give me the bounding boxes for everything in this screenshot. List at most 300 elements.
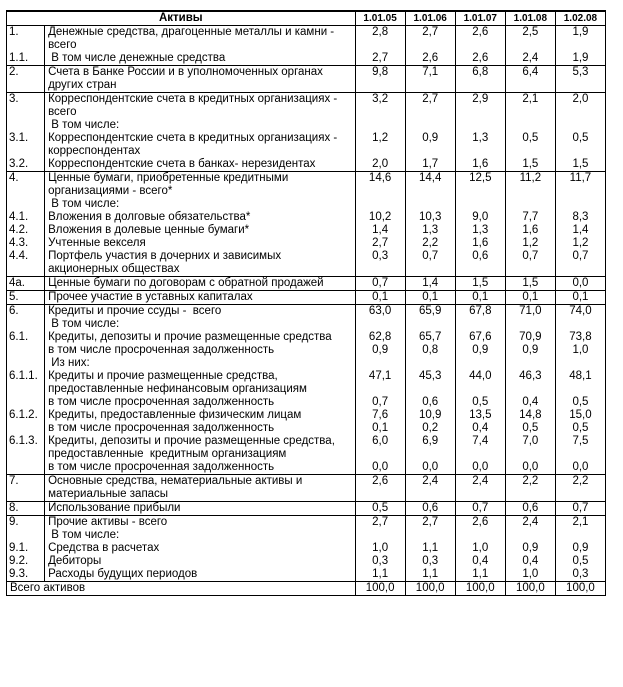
table-row	[7, 211, 606, 224]
description-line: Расходы будущих периодов	[48, 568, 198, 580]
value-cell: 0,2	[405, 422, 455, 435]
value-cell: 7,1	[405, 66, 455, 93]
value-cell	[505, 357, 555, 370]
table-row	[7, 422, 606, 435]
row-number: 1.1.	[7, 52, 45, 66]
value-cell: 62,8	[355, 331, 405, 344]
row-number: 3.2.	[7, 158, 45, 172]
value-cell: 0,5	[555, 422, 605, 435]
row-number: 2.	[7, 66, 45, 93]
row-number: 5.	[7, 291, 45, 305]
table-row	[7, 318, 606, 331]
total-value: 100,0	[455, 582, 505, 596]
row-number: 4.1.	[7, 211, 45, 224]
value-cell: 0,3	[405, 555, 455, 568]
value-cell: 48,1	[555, 370, 605, 396]
value-cell: 1,4	[405, 277, 455, 291]
value-cell: 0,0	[505, 461, 555, 475]
header-assets: Активы	[7, 11, 356, 26]
value-cell: 14,8	[505, 409, 555, 422]
value-cell	[355, 198, 405, 211]
table-body	[7, 26, 606, 596]
value-cell: 2,4	[505, 52, 555, 66]
header-date: 1.01.07	[455, 11, 505, 26]
value-cell: 0,5	[555, 555, 605, 568]
description-line: Кредиты, депозиты и прочие размещенные средства,	[48, 435, 335, 447]
description-line: Кредиты, предоставленные физическим лицам	[48, 409, 302, 421]
row-description	[45, 172, 356, 199]
row-number: 9.3.	[7, 568, 45, 582]
value-cell: 10,9	[405, 409, 455, 422]
value-cell: 1,0	[455, 542, 505, 555]
value-cell: 2,2	[405, 237, 455, 250]
table-row	[7, 435, 606, 461]
value-cell	[405, 318, 455, 331]
value-cell: 0,5	[505, 132, 555, 158]
value-cell: 45,3	[405, 370, 455, 396]
value-cell: 2,7	[355, 237, 405, 250]
value-cell: 2,0	[355, 158, 405, 172]
value-cell	[355, 529, 405, 542]
row-number	[7, 396, 45, 409]
value-cell: 0,0	[405, 461, 455, 475]
row-number: 8.	[7, 502, 45, 516]
table-row	[7, 52, 606, 66]
row-description	[45, 26, 356, 53]
value-cell: 2,8	[355, 26, 405, 53]
value-cell: 0,9	[555, 542, 605, 555]
description-line: материальные запасы	[48, 488, 169, 500]
value-cell: 0,9	[505, 344, 555, 357]
value-cell: 0,3	[355, 250, 405, 277]
value-cell: 0,4	[505, 396, 555, 409]
table-row	[7, 344, 606, 357]
row-number: 4.	[7, 172, 45, 199]
value-cell: 0,6	[455, 250, 505, 277]
description-line: предоставленные кредитным организациям	[48, 448, 287, 460]
row-description	[45, 475, 356, 502]
description-line: в том числе просроченная задолженность	[48, 422, 275, 434]
description-line: Прочие активы - всего	[48, 516, 168, 528]
description-line: Вложения в долговые обязательства*	[48, 211, 251, 223]
row-number: 7.	[7, 475, 45, 502]
value-cell	[355, 119, 405, 132]
value-cell: 2,6	[455, 26, 505, 53]
value-cell: 0,3	[355, 555, 405, 568]
row-number	[7, 357, 45, 370]
description-line: Кредиты и прочие ссуды - всего	[48, 305, 222, 317]
value-cell: 2,4	[405, 475, 455, 502]
value-cell	[455, 119, 505, 132]
value-cell: 2,2	[505, 475, 555, 502]
value-cell: 74,0	[555, 305, 605, 319]
table-row	[7, 158, 606, 172]
value-cell: 1,6	[505, 224, 555, 237]
table-row	[7, 237, 606, 250]
value-cell	[405, 119, 455, 132]
value-cell: 0,0	[555, 277, 605, 291]
value-cell: 2,6	[455, 52, 505, 66]
row-number: 6.1.1.	[7, 370, 45, 396]
value-cell: 1,0	[355, 542, 405, 555]
value-cell: 2,5	[505, 26, 555, 53]
row-description	[45, 357, 356, 370]
value-cell	[555, 198, 605, 211]
value-cell: 0,1	[355, 422, 405, 435]
value-cell: 0,6	[505, 502, 555, 516]
row-number: 3.	[7, 93, 45, 120]
row-number: 9.1.	[7, 542, 45, 555]
value-cell: 0,0	[355, 461, 405, 475]
table-row	[7, 396, 606, 409]
row-description	[45, 93, 356, 120]
row-description	[45, 422, 356, 435]
table-row	[7, 529, 606, 542]
value-cell: 0,7	[555, 250, 605, 277]
row-description	[45, 211, 356, 224]
table-row	[7, 475, 606, 502]
value-cell: 1,2	[355, 132, 405, 158]
row-number: 6.	[7, 305, 45, 319]
value-cell: 44,0	[455, 370, 505, 396]
value-cell	[405, 357, 455, 370]
value-cell	[505, 198, 555, 211]
value-cell: 1,7	[405, 158, 455, 172]
value-cell: 6,9	[405, 435, 455, 461]
value-cell: 65,7	[405, 331, 455, 344]
row-description	[45, 119, 356, 132]
value-cell: 1,3	[455, 132, 505, 158]
description-line: Кредиты, депозиты и прочие размещенные средства	[48, 331, 332, 343]
value-cell: 0,5	[555, 132, 605, 158]
table-row	[7, 542, 606, 555]
value-cell: 2,1	[505, 93, 555, 120]
value-cell: 11,2	[505, 172, 555, 199]
value-cell: 2,2	[555, 475, 605, 502]
value-cell: 2,9	[455, 93, 505, 120]
value-cell: 10,2	[355, 211, 405, 224]
value-cell: 70,9	[505, 331, 555, 344]
table-row	[7, 568, 606, 582]
value-cell: 2,6	[455, 516, 505, 530]
value-cell: 13,5	[455, 409, 505, 422]
value-cell: 0,1	[555, 291, 605, 305]
table-row	[7, 331, 606, 344]
value-cell: 10,3	[405, 211, 455, 224]
value-cell: 0,0	[555, 461, 605, 475]
value-cell	[405, 529, 455, 542]
value-cell: 0,1	[505, 291, 555, 305]
header-date: 1.01.08	[505, 11, 555, 26]
description-line: Средства в расчетах	[48, 542, 160, 554]
value-cell: 1,6	[455, 237, 505, 250]
value-cell: 7,4	[455, 435, 505, 461]
row-description	[45, 224, 356, 237]
description-line: Корреспондентские счета в кредитных организациях -	[48, 93, 338, 105]
value-cell	[405, 198, 455, 211]
value-cell: 11,7	[555, 172, 605, 199]
value-cell: 1,5	[505, 158, 555, 172]
value-cell: 0,9	[505, 542, 555, 555]
description-line: всего	[48, 39, 77, 51]
description-line: в том числе просроченная задолженность	[48, 396, 275, 408]
value-cell	[355, 318, 405, 331]
value-cell: 1,2	[505, 237, 555, 250]
row-description	[45, 396, 356, 409]
row-description	[45, 555, 356, 568]
row-number	[7, 198, 45, 211]
row-number: 4.4.	[7, 250, 45, 277]
value-cell	[555, 357, 605, 370]
description-line: Кредиты и прочие размещенные средства,	[48, 370, 278, 382]
description-line: Ценные бумаги по договорам с обратной продажей	[48, 277, 324, 289]
value-cell: 1,5	[555, 158, 605, 172]
value-cell	[505, 318, 555, 331]
value-cell	[355, 357, 405, 370]
value-cell: 67,6	[455, 331, 505, 344]
description-line: корреспондентах	[48, 145, 141, 157]
description-line: Корреспондентские счета в кредитных организациях -	[48, 132, 338, 144]
description-line: Основные средства, нематериальные активы и	[48, 475, 303, 487]
value-cell: 2,7	[405, 26, 455, 53]
value-cell: 1,0	[505, 568, 555, 582]
table-row	[7, 26, 606, 53]
total-value: 100,0	[355, 582, 405, 596]
description-line: акционерных обществах	[48, 263, 180, 275]
row-description	[45, 331, 356, 344]
value-cell: 1,5	[505, 277, 555, 291]
value-cell: 12,5	[455, 172, 505, 199]
value-cell: 0,3	[555, 568, 605, 582]
row-number	[7, 318, 45, 331]
value-cell: 1,9	[555, 52, 605, 66]
value-cell: 2,7	[355, 52, 405, 66]
value-cell: 0,1	[405, 291, 455, 305]
value-cell: 0,7	[405, 250, 455, 277]
description-line: Ценные бумаги, приобретенные кредитными	[48, 172, 289, 184]
value-cell: 0,4	[455, 555, 505, 568]
value-cell: 0,9	[405, 132, 455, 158]
row-number: 4.2.	[7, 224, 45, 237]
value-cell: 6,4	[505, 66, 555, 93]
value-cell: 0,1	[355, 291, 405, 305]
value-cell: 0,9	[355, 344, 405, 357]
value-cell: 67,8	[455, 305, 505, 319]
total-value: 100,0	[555, 582, 605, 596]
value-cell: 1,2	[555, 237, 605, 250]
description-line: В том числе денежные средства	[48, 52, 226, 64]
row-description	[45, 502, 356, 516]
table-row	[7, 119, 606, 132]
description-line: предоставленные нефинансовым организациям	[48, 383, 307, 395]
value-cell: 63,0	[355, 305, 405, 319]
value-cell: 1,9	[555, 26, 605, 53]
table-row	[7, 198, 606, 211]
description-line: В том числе:	[48, 529, 120, 541]
row-description	[45, 344, 356, 357]
table-row	[7, 291, 606, 305]
value-cell: 2,7	[405, 516, 455, 530]
row-description	[45, 305, 356, 319]
description-line: в том числе просроченная задолженность	[48, 344, 275, 356]
row-number: 9.	[7, 516, 45, 530]
value-cell: 3,2	[355, 93, 405, 120]
row-number: 6.1.	[7, 331, 45, 344]
value-cell: 0,4	[505, 555, 555, 568]
row-description	[45, 132, 356, 158]
row-description	[45, 568, 356, 582]
description-line: Использование прибыли	[48, 502, 181, 514]
value-cell: 0,7	[555, 502, 605, 516]
assets-structure-table	[6, 10, 606, 596]
description-line: Учтенные векселя	[48, 237, 146, 249]
value-cell: 47,1	[355, 370, 405, 396]
value-cell: 0,8	[405, 344, 455, 357]
table-row	[7, 93, 606, 120]
row-description	[45, 516, 356, 530]
description-line: организациями - всего*	[48, 185, 173, 197]
row-description	[45, 542, 356, 555]
value-cell: 0,0	[455, 461, 505, 475]
header-date: 1.01.05	[355, 11, 405, 26]
value-cell: 5,3	[555, 66, 605, 93]
table-row	[7, 516, 606, 530]
description-line: всего	[48, 106, 77, 118]
row-description	[45, 409, 356, 422]
value-cell: 8,3	[555, 211, 605, 224]
row-description	[45, 435, 356, 461]
description-line: Прочее участие в уставных капиталах	[48, 291, 253, 303]
description-line: других стран	[48, 79, 117, 91]
description-line: Корреспондентские счета в банках- нерезидентах	[48, 158, 316, 170]
value-cell: 1,3	[455, 224, 505, 237]
description-line: Портфель участия в дочерних и зависимых	[48, 250, 282, 262]
value-cell: 0,5	[355, 502, 405, 516]
value-cell: 0,6	[405, 502, 455, 516]
value-cell: 1,1	[405, 542, 455, 555]
value-cell: 1,4	[555, 224, 605, 237]
value-cell: 0,5	[555, 396, 605, 409]
value-cell	[455, 318, 505, 331]
row-number	[7, 529, 45, 542]
value-cell: 0,7	[455, 502, 505, 516]
value-cell: 0,4	[455, 422, 505, 435]
value-cell	[505, 529, 555, 542]
description-line: Счета в Банке России и в уполномоченных органах	[48, 66, 323, 78]
row-description	[45, 237, 356, 250]
value-cell: 7,5	[555, 435, 605, 461]
value-cell: 0,6	[405, 396, 455, 409]
description-line: в том числе просроченная задолженность	[48, 461, 275, 473]
table-row	[7, 502, 606, 516]
row-number: 1.	[7, 26, 45, 53]
table-row	[7, 305, 606, 319]
value-cell: 9,0	[455, 211, 505, 224]
table-row	[7, 172, 606, 199]
value-cell: 0,9	[455, 344, 505, 357]
description-line: В том числе:	[48, 318, 120, 330]
table-row	[7, 132, 606, 158]
total-value: 100,0	[405, 582, 455, 596]
value-cell: 1,1	[405, 568, 455, 582]
value-cell: 7,7	[505, 211, 555, 224]
value-cell: 0,7	[505, 250, 555, 277]
value-cell: 6,8	[455, 66, 505, 93]
value-cell: 2,6	[355, 475, 405, 502]
description-line: Вложения в долевые ценные бумаги*	[48, 224, 250, 236]
table-row	[7, 461, 606, 475]
value-cell: 2,7	[355, 516, 405, 530]
table-row	[7, 66, 606, 93]
row-description	[45, 291, 356, 305]
value-cell: 1,0	[555, 344, 605, 357]
value-cell: 0,5	[455, 396, 505, 409]
value-cell	[505, 119, 555, 132]
value-cell: 2,1	[555, 516, 605, 530]
value-cell: 1,4	[355, 224, 405, 237]
value-cell: 14,6	[355, 172, 405, 199]
value-cell: 73,8	[555, 331, 605, 344]
value-cell	[455, 357, 505, 370]
value-cell	[455, 198, 505, 211]
value-cell	[555, 119, 605, 132]
header-date: 1.01.06	[405, 11, 455, 26]
description-line: Дебиторы	[48, 555, 102, 567]
value-cell: 65,9	[405, 305, 455, 319]
row-description	[45, 52, 356, 66]
value-cell: 71,0	[505, 305, 555, 319]
description-line: В том числе:	[48, 119, 120, 131]
row-description	[45, 198, 356, 211]
value-cell: 1,6	[455, 158, 505, 172]
table-row	[7, 250, 606, 277]
row-description	[45, 66, 356, 93]
row-number: 6.1.3.	[7, 435, 45, 461]
row-description	[45, 158, 356, 172]
value-cell	[555, 529, 605, 542]
value-cell: 1,3	[405, 224, 455, 237]
value-cell: 2,0	[555, 93, 605, 120]
value-cell: 46,3	[505, 370, 555, 396]
value-cell: 0,1	[455, 291, 505, 305]
value-cell: 2,4	[505, 516, 555, 530]
description-line: В том числе:	[48, 198, 120, 210]
value-cell: 14,4	[405, 172, 455, 199]
row-description	[45, 318, 356, 331]
row-number: 4.3.	[7, 237, 45, 250]
description-line: Из них:	[48, 357, 90, 369]
assets-structure-table-container	[6, 10, 606, 596]
table-row	[7, 277, 606, 291]
row-number: 3.1.	[7, 132, 45, 158]
row-number: 9.2.	[7, 555, 45, 568]
value-cell	[555, 318, 605, 331]
value-cell: 1,1	[355, 568, 405, 582]
value-cell: 15,0	[555, 409, 605, 422]
value-cell: 1,1	[455, 568, 505, 582]
value-cell: 7,0	[505, 435, 555, 461]
row-description	[45, 250, 356, 277]
total-row	[7, 582, 606, 596]
table-row	[7, 357, 606, 370]
value-cell: 7,6	[355, 409, 405, 422]
value-cell: 0,5	[505, 422, 555, 435]
row-number	[7, 344, 45, 357]
total-label: Всего активов	[7, 582, 356, 596]
row-number	[7, 119, 45, 132]
value-cell: 0,7	[355, 277, 405, 291]
row-description	[45, 370, 356, 396]
